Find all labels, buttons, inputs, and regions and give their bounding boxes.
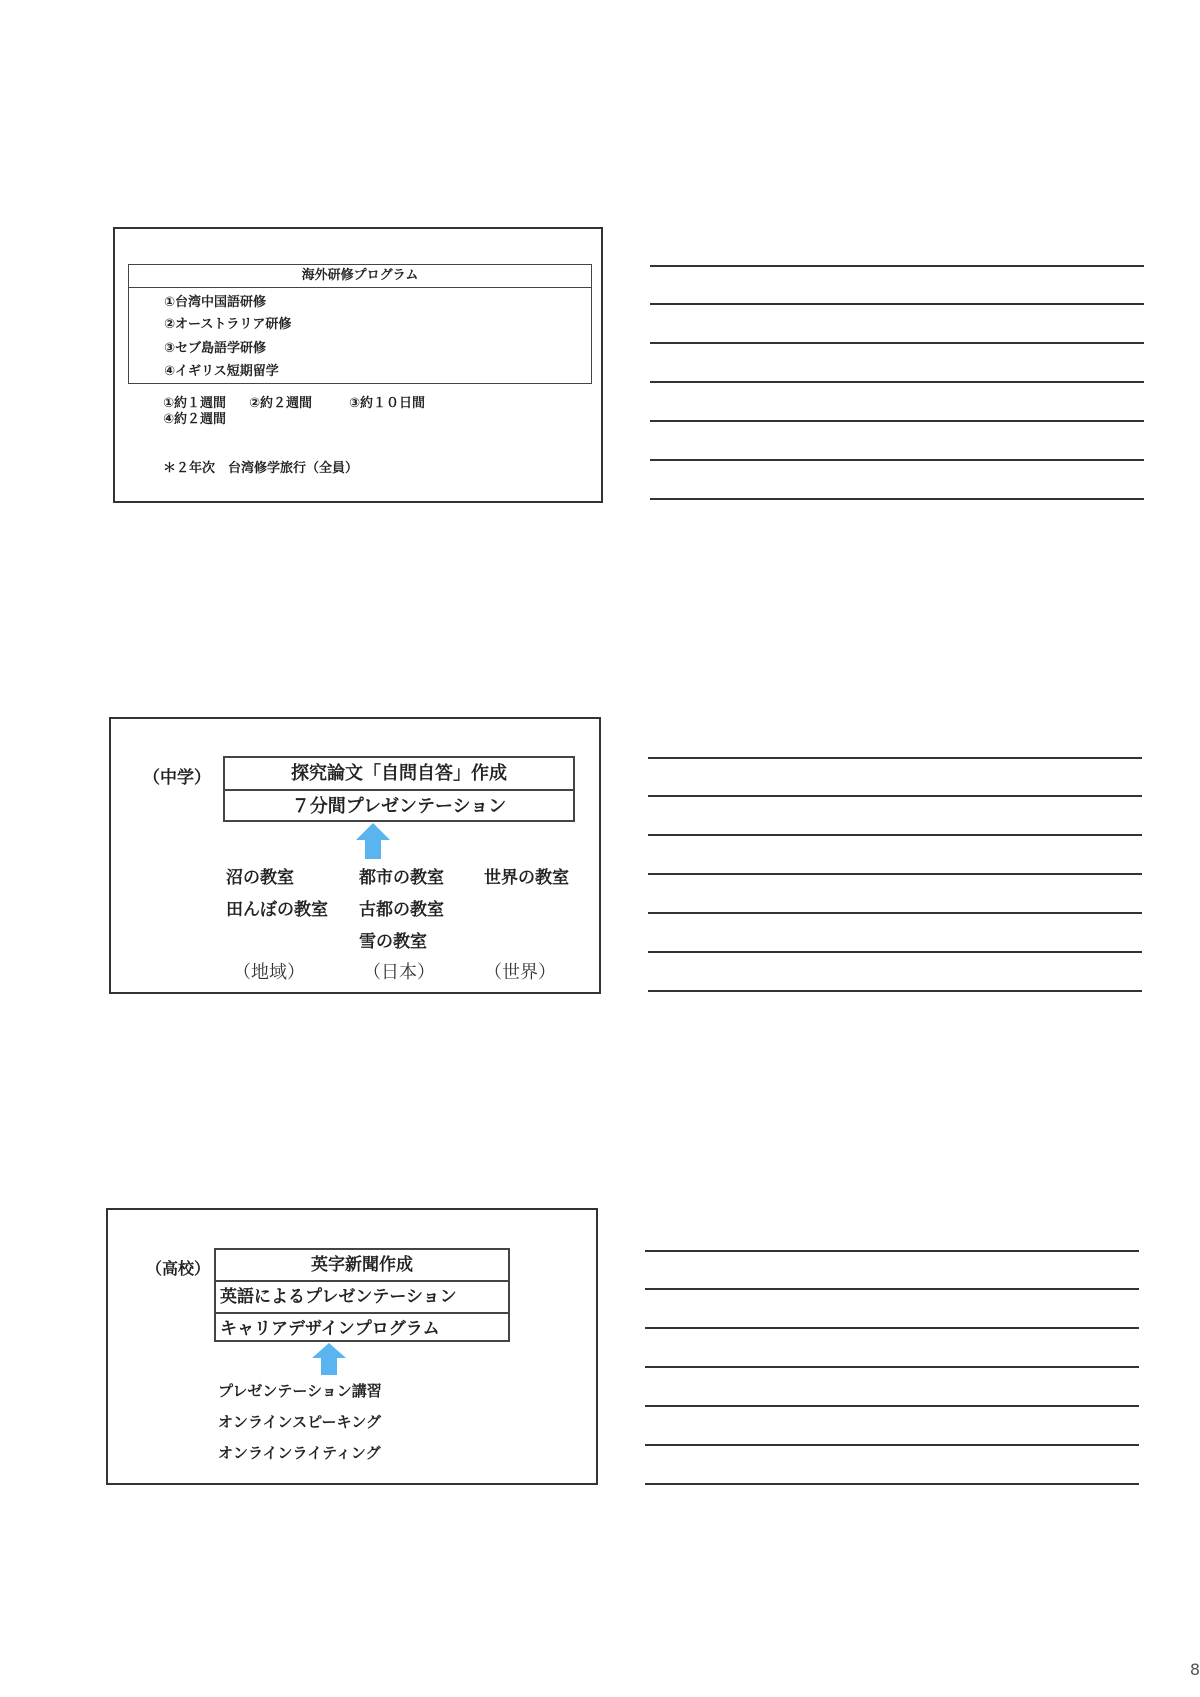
note-line	[648, 912, 1142, 914]
note-line	[648, 951, 1142, 953]
program-item: ①台湾中国語研修	[164, 295, 267, 310]
duration-2: ②約２週間	[249, 396, 313, 411]
up-arrow-icon	[356, 823, 390, 859]
school-trip-note: ＊２年次 台湾修学旅行（全員）	[163, 461, 359, 476]
notes-lines-2	[648, 757, 1142, 997]
class-japan: 都市の教室	[359, 868, 444, 888]
note-line	[650, 498, 1144, 500]
activity-row: 探究論文「自問自答」作成	[291, 763, 507, 784]
activity-row: 英字新聞作成	[311, 1255, 413, 1275]
note-line	[645, 1444, 1139, 1446]
program-item: オンラインスピーキング	[218, 1413, 382, 1431]
note-line	[645, 1483, 1139, 1485]
caption-japan: （日本）	[363, 962, 435, 983]
note-line	[645, 1250, 1139, 1252]
slide-junior-high	[109, 717, 601, 994]
note-line	[648, 834, 1142, 836]
note-line	[645, 1288, 1139, 1290]
class-region: 沼の教室	[226, 868, 294, 888]
duration-1: ①約１週間	[163, 396, 227, 411]
activity-row: 英語によるプレゼンテーション	[216, 1280, 508, 1312]
notes-lines-1	[650, 265, 1144, 505]
program-item: ④イギリス短期留学	[164, 364, 279, 379]
activity-row: ７分間プレゼンテーション	[225, 789, 573, 822]
program-item: ②オーストラリア研修	[164, 317, 292, 332]
activity-table	[214, 1248, 510, 1342]
note-line	[648, 873, 1142, 875]
note-line	[650, 342, 1144, 344]
activity-table	[223, 756, 575, 822]
note-line	[650, 420, 1144, 422]
class-japan: 古都の教室	[359, 900, 444, 920]
class-japan: 雪の教室	[359, 932, 427, 952]
caption-world: （世界）	[484, 962, 556, 983]
note-line	[645, 1366, 1139, 1368]
level-label: （中学）	[143, 768, 211, 788]
note-line	[648, 757, 1142, 759]
note-line	[648, 990, 1142, 992]
program-item: プレゼンテーション講習	[218, 1382, 382, 1400]
level-label: （高校）	[146, 1259, 211, 1278]
note-line	[650, 265, 1144, 267]
program-title: 海外研修プログラム	[129, 265, 591, 288]
duration-4: ④約２週間	[163, 412, 227, 427]
class-world: 世界の教室	[484, 868, 569, 888]
activity-row: キャリアデザインプログラム	[216, 1312, 508, 1344]
program-item: ③セブ島語学研修	[164, 341, 267, 356]
note-line	[650, 303, 1144, 305]
duration-3: ③約１０日間	[349, 396, 426, 411]
note-line	[645, 1327, 1139, 1329]
note-line	[648, 795, 1142, 797]
note-line	[650, 381, 1144, 383]
notes-lines-3	[645, 1250, 1139, 1490]
caption-region: （地域）	[233, 962, 305, 983]
page-number: 8	[1189, 1660, 1200, 1679]
note-line	[645, 1405, 1139, 1407]
up-arrow-icon	[312, 1343, 346, 1375]
note-line	[650, 459, 1144, 461]
class-region: 田んぼの教室	[226, 900, 328, 920]
slide-overseas-training	[113, 227, 603, 503]
program-item: オンラインライティング	[218, 1444, 381, 1462]
slide-high-school	[106, 1208, 598, 1485]
program-list-box	[128, 264, 592, 384]
